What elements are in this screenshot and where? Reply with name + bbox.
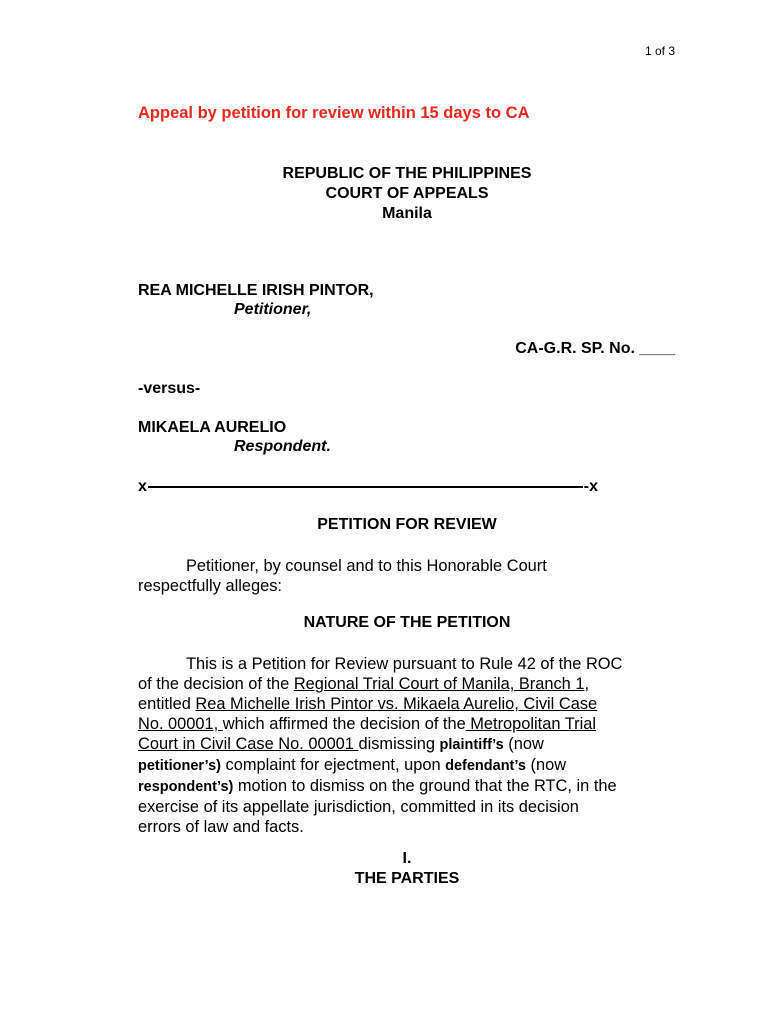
- instruction-note: Appeal by petition for review within 15 days to CA: [138, 104, 530, 122]
- separator-left: x: [138, 478, 147, 495]
- separator-rule: [148, 486, 583, 488]
- nature-line: Court in Civil Case No. 00001 dismissing plaintiff’s (now: [138, 735, 544, 753]
- nature-heading: NATURE OF THE PETITION: [303, 614, 511, 631]
- petitioner-name: REA MICHELLE IRISH PINTOR,: [138, 282, 374, 299]
- court-header: [0, 164, 768, 224]
- document-title: PETITION FOR REVIEW: [317, 516, 497, 533]
- versus-label: -versus-: [138, 380, 201, 397]
- court-line-republic: REPUBLIC OF THE PHILIPPINES: [282, 165, 532, 182]
- page-number: 1 of 3: [644, 44, 675, 58]
- section-title: THE PARTIES: [354, 870, 460, 887]
- nature-line: of the decision of the Regional Trial Court of Manila, Branch 1,: [138, 675, 590, 693]
- case-number: CA-G.R. SP. No. ____: [515, 340, 675, 357]
- nature-line: exercise of its appellate jurisdiction, committed in its decision: [138, 798, 579, 816]
- intro-line: Petitioner, by counsel and to this Honorable Court: [186, 557, 547, 575]
- respondent-name: MIKAELA AURELIO: [138, 419, 287, 436]
- caption-separator: [138, 478, 598, 496]
- court-line-city: Manila: [382, 205, 432, 222]
- nature-line: No. 00001, which affirmed the decision of the Metropolitan Trial: [138, 715, 596, 733]
- nature-line: entitled Rea Michelle Irish Pintor vs. Mikaela Aurelio, Civil Case: [138, 695, 598, 713]
- respondent-role: Respondent.: [234, 438, 331, 455]
- nature-paragraph: [138, 654, 678, 837]
- mtc-reference: Metropolitan Trial: [465, 715, 596, 733]
- case-title-reference: Rea Michelle Irish Pintor vs. Mikaela Aurelio, Civil Case: [195, 695, 598, 713]
- court-line-court: COURT OF APPEALS: [325, 185, 489, 202]
- nature-line: respondent’s) motion to dismiss on the ground that the RTC, in the: [138, 777, 617, 795]
- section-numeral: I.: [402, 850, 412, 867]
- rtc-reference: Regional Trial Court of Manila, Branch 1: [293, 675, 585, 693]
- nature-line: This is a Petition for Review pursuant to Rule 42 of the ROC: [186, 655, 623, 673]
- intro-paragraph: [138, 556, 678, 596]
- nature-line: petitioner’s) complaint for ejectment, upon defendant’s (now: [138, 756, 567, 774]
- petitioner-role: Petitioner,: [234, 301, 312, 318]
- separator-right: -x: [583, 478, 598, 495]
- intro-line: respectfully alleges:: [138, 577, 282, 595]
- nature-line: errors of law and facts.: [138, 818, 304, 836]
